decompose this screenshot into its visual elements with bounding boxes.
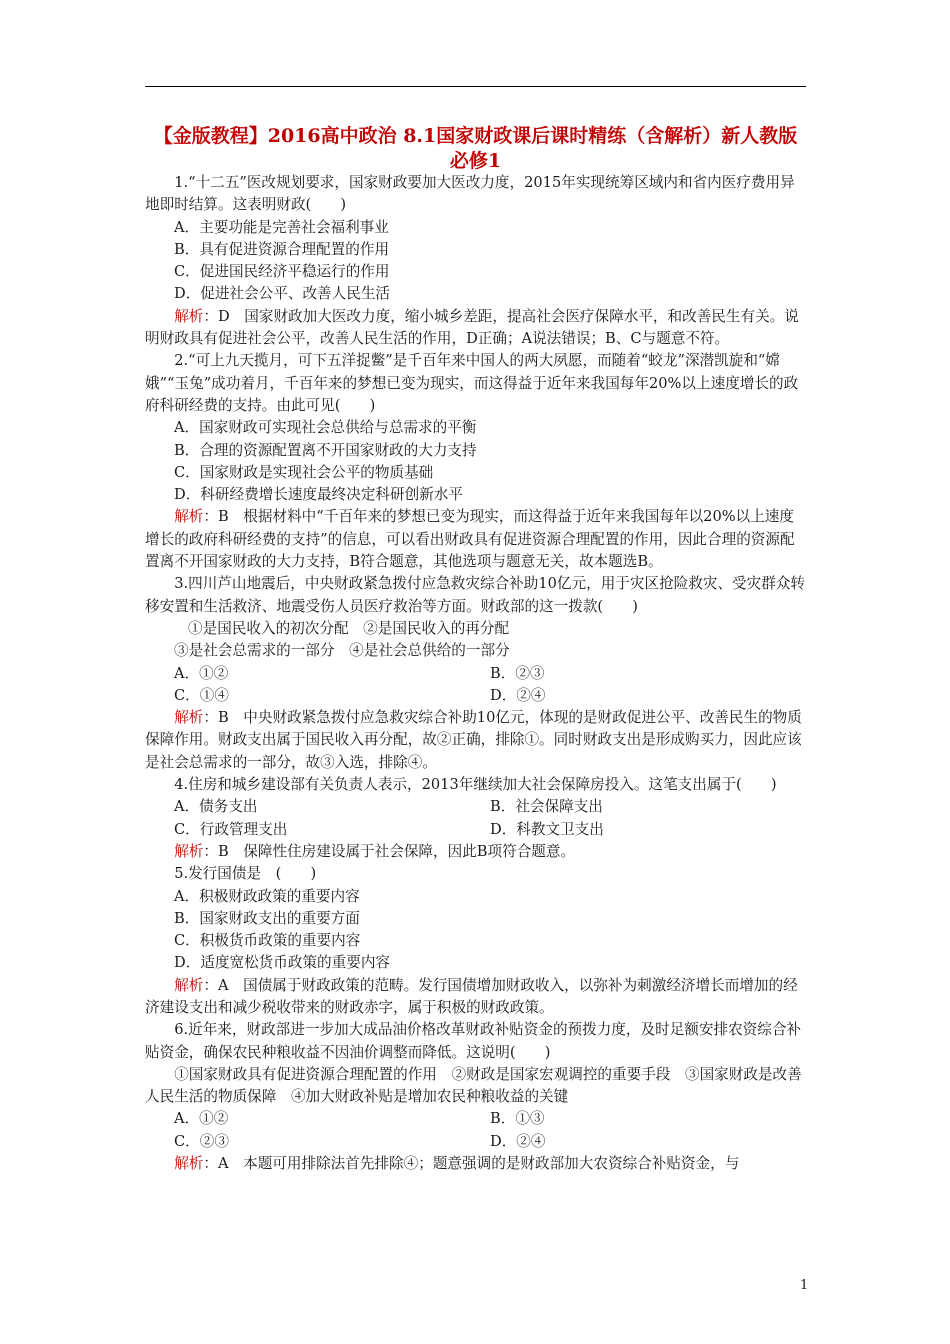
q1-option-c: C．促进国民经济平稳运行的作用 [174, 263, 390, 281]
q2-option-d: D．科研经费增长速度最终决定科研创新水平 [174, 486, 463, 504]
q6-option-a: A．①② [174, 1110, 229, 1128]
analysis-label: 解析 [174, 976, 204, 994]
q2-option-c: C．国家财政是实现社会公平的物质基础 [174, 463, 434, 481]
analysis-label: 解析 [174, 1155, 204, 1173]
q4-option-a: A．债务支出 [174, 798, 258, 816]
analysis-label: 解析 [174, 842, 204, 860]
document-title: 【金版教程】2016高中政治 8.1国家财政课后课时精练（含解析）新人教版必修1 [153, 125, 798, 172]
q4-options-row-1 [145, 796, 806, 818]
header-rule [145, 86, 806, 87]
q5-option-c: C．积极货币政策的重要内容 [174, 932, 361, 950]
q5-stem: 5.发行国债是 ( ) [174, 865, 317, 883]
q3-options-row-1 [145, 663, 806, 685]
q1-option-a: A．主要功能是完善社会福利事业 [174, 218, 389, 236]
analysis-label: 解析 [174, 508, 204, 526]
q6-option-b: B．①③ [490, 1110, 545, 1128]
q3-stem: 3.四川芦山地震后，中央财政紧急拨付应急救灾综合补助10亿元，用于灾区抢险救灾、受灾群众转移安置和生活救济、地震受伤人员医疗救治等方面。财政部的这一拨款( ) [145, 575, 806, 615]
q3-analysis-text: ：B 中央财政紧急拨付应急救灾综合补助10亿元，体现的是财政促进公平、改善民生的物质保障作用。财政支出属于国民收入再分配，故②正确，排除①。同时财政支出是形成购买力，因此应该是社会总需求的一部分，故③入选，排除④。 [145, 709, 802, 771]
analysis-label: 解析 [174, 709, 204, 727]
q6-analysis [145, 1153, 806, 1175]
q6-stem: 6.近年来，财政部进一步加大成品油价格改革财政补贴资金的预拨力度，及时足额安排农资综合补贴资金，确保农民种粮收益不因油价调整而降低。这说明( ) [145, 1021, 802, 1061]
q4-option-b: B．社会保障支出 [490, 798, 603, 816]
q2-option-a: A．国家财政可实现社会总供给与总需求的平衡 [174, 419, 477, 437]
q1-stem: 1.“十二五”医改规划要求，国家财政要加大医改力度，2015年实现统筹区域内和省内医疗费用异地即时结算。这表明财政( ) [145, 174, 795, 214]
q3-option-b: B．②③ [490, 664, 545, 682]
q5-option-d: D．适度宽松货币政策的重要内容 [174, 954, 391, 972]
q4-option-c: C．行政管理支出 [174, 820, 288, 838]
q5-analysis [145, 975, 806, 1020]
q4-options-row-2 [145, 819, 806, 841]
q4-stem: 4.住房和城乡建设部有关负责人表示，2013年继续加大社会保障房投入。这笔支出属于( ) [174, 776, 777, 794]
q2-analysis-text: ：B 根据材料中“千百年来的梦想已变为现实，而这得益于近年来我国每年以20%以上速度增长的政府科研经费的支持”的信息，可以看出财政具有促进资源合理配置的作用，因此合理的资源配置离不开国家财政的大力支持，B符合题意，其他选项与题意无关，故本题选B。 [145, 508, 795, 571]
q3-option-a: A．①② [174, 664, 229, 682]
q3-options-row-2 [145, 685, 806, 707]
q6-statements: ①国家财政具有促进资源合理配置的作用 ②财政是国家宏观调控的重要手段 ③国家财政是改善人民生活的物质保障 ④加大财政补贴是增加农民种粮收益的关键 [145, 1065, 802, 1106]
q1-option-b: B．具有促进资源合理配置的作用 [174, 240, 390, 258]
document-body [145, 172, 806, 1175]
q3-statements-2: ③是社会总需求的一部分 ④是社会总供给的一部分 [174, 642, 510, 660]
q4-analysis [145, 841, 806, 863]
q2-option-b: B．合理的资源配置离不开国家财政的大力支持 [174, 441, 477, 459]
q2-analysis [145, 506, 806, 573]
page-number: 1 [800, 1278, 809, 1293]
q2-stem: 2.“可上九天揽月，可下五洋捉鳖”是千百年来中国人的两大夙愿，而随着“蛟龙”深潜凯旋和“嫦娥”“玉兔”成功着月，千百年来的梦想已变为现实，而这得益于近年来我国每年20%以上速度增长的政府科研经费的支持。由此可见( ) [145, 352, 799, 414]
q5-option-a: A．积极财政政策的重要内容 [174, 887, 360, 905]
q6-options-row-2 [145, 1131, 806, 1153]
q6-option-c: C．②③ [174, 1132, 229, 1150]
q6-option-d: D．②④ [490, 1132, 546, 1150]
q1-analysis [145, 306, 806, 351]
q5-option-b: B．国家财政支出的重要方面 [174, 909, 360, 927]
q6-analysis-text: ：A 本题可用排除法首先排除④；题意强调的是财政部加大农资综合补贴资金，与 [203, 1155, 740, 1173]
q5-analysis-text: ：A 国债属于财政政策的范畴。发行国债增加财政收入，以弥补为刺激经济增长而增加的经济建设支出和减少税收带来的财政赤字，属于积极的财政政策。 [145, 976, 798, 1016]
q4-option-d: D．科教文卫支出 [490, 820, 604, 838]
q1-option-d: D．促进社会公平、改善人民生活 [174, 285, 391, 303]
q4-analysis-text: ：B 保障性住房建设属于社会保障，因此B项符合题意。 [203, 842, 576, 860]
q3-option-c: C．①④ [174, 686, 229, 704]
q1-analysis-text: ：D 国家财政加大医改力度，缩小城乡差距，提高社会医疗保障水平，和改善民生有关。说明财政具有促进社会公平，改善人民生活的作用，D正确；A说法错误；B、C与题意不符。 [145, 307, 799, 348]
q3-option-d: D．②④ [490, 686, 546, 704]
q3-analysis [145, 707, 806, 774]
q3-statements-1: ①是国民收入的初次分配 ②是国民收入的再分配 [188, 619, 510, 637]
q6-options-row-1 [145, 1108, 806, 1130]
analysis-label: 解析 [174, 307, 204, 325]
